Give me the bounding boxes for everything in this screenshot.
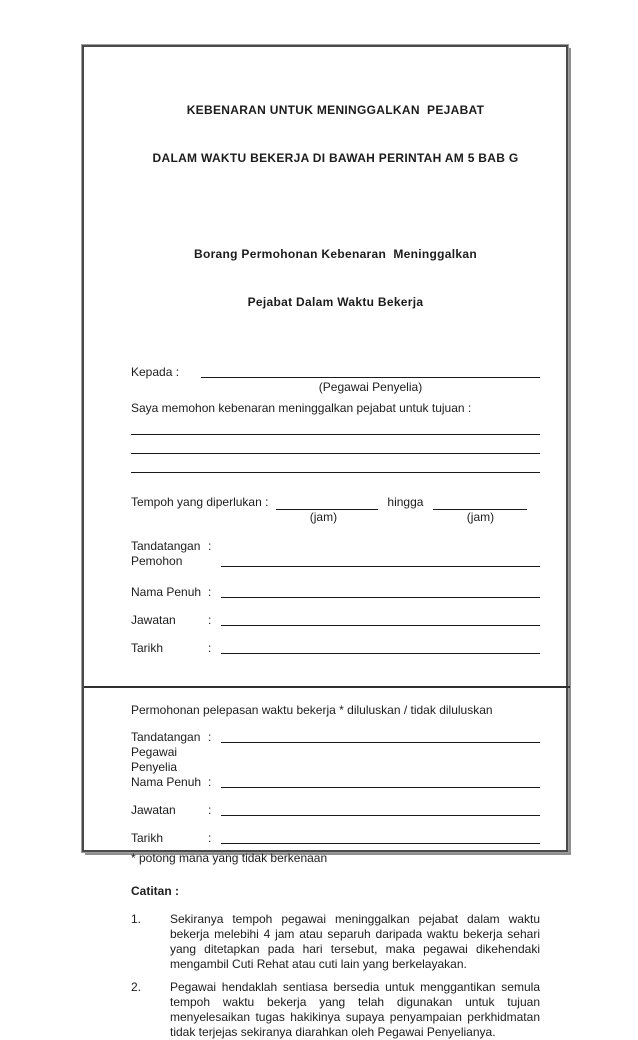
s1-jawatan-label: Jawatan [131,613,176,627]
purpose-fill-line-1 [131,416,540,435]
form-subtitle [131,214,540,342]
s2-tandatangan-field [131,730,540,774]
note-item-2 [131,980,540,1040]
note-2-number: 2. [131,980,142,994]
notes-heading: Catitan : [131,884,179,898]
s1-jawatan-colon: : [208,613,212,627]
s1-tandatangan-field [131,539,540,569]
s2-jawatan-field [131,803,540,818]
s1-tandatangan-sublabel: Pemohon [131,554,183,568]
form-title-line2: DALAM WAKTU BEKERJA DI BAWAH PERINTAH AM 5 BAB G [152,151,519,165]
s2-tarikh-label: Tarikh [131,831,164,845]
s2-tarikh-fill-line [221,843,540,844]
tempoh-from-fill-line [276,495,378,510]
s2-nama-fill-line [221,787,540,788]
s1-nama-label: Nama Penuh [131,585,202,599]
s1-nama-field [131,585,540,600]
s2-jawatan-colon: : [208,803,212,817]
hingga-label: hingga [387,495,424,509]
form-subtitle-line2: Pejabat Dalam Waktu Bekerja [247,295,424,309]
note-1-text: Sekiranya tempoh pegawai meninggalkan pejabat dalam waktu bekerja melebihi 4 jam atau separuh daripada waktu bekerja sehari yang ditetapkan pada hari tersebut, maka pegawai dikehendaki mengambil Cuti Rehat atau cuti lain yang berkelayakan. [170,912,540,971]
form-subtitle-line1: Borang Permohonan Kebenaran Meninggalkan [193,247,477,261]
form-title-line1: KEBENARAN UNTUK MENINGGALKAN PEJABAT [186,103,485,117]
purpose-label: Saya memohon kebenaran meninggalkan pejabat untuk tujuan : [131,401,472,415]
tempoh-field [131,495,540,525]
kepada-field [131,365,540,395]
s2-tandatangan-sublabel: Pegawai Penyelia [131,745,178,774]
s1-jawatan-fill-line [221,625,540,626]
note-2-text: Pegawai hendaklah sentiasa bersedia untuk menggantikan semula tempoh waktu bekerja yang telah digunakan untuk tujuan menyelesaikan tugas hakikinya supaya penyampaian perkhidmatan tidak terjejas sekiranya diarahkan oleh Pegawai Penyelianya. [170,980,540,1039]
s1-tarikh-colon: : [208,641,212,655]
kepada-caption: (Pegawai Penyelia) [318,380,423,394]
s2-heading: Permohonan pelepasan waktu bekerja * diluluskan / tidak diluluskan [131,703,493,717]
note-item-1 [131,912,540,972]
s1-jawatan-field [131,613,540,628]
s1-tandatangan-colon: : [208,539,212,553]
s2-tandatangan-fill-line [221,742,540,743]
note-1-number: 1. [131,912,142,926]
kepada-label: Kepada : [131,365,180,379]
tempoh-label: Tempoh yang diperlukan : [131,495,269,509]
form-box [82,45,568,1039]
s2-tandatangan-colon: : [208,730,212,744]
s1-tandatangan-fill-line [221,566,540,567]
s2-nama-label: Nama Penuh [131,775,202,789]
s2-tandatangan-label: Tandatangan [131,730,201,744]
s2-nama-field [131,775,540,790]
s1-nama-colon: : [208,585,212,599]
purpose-fill-line-2 [131,435,540,454]
tempoh-to [433,495,527,525]
s2-tarikh-field [131,831,540,846]
form-title [131,70,540,198]
s1-tarikh-field [131,641,540,656]
section-divider [84,686,570,688]
tempoh-to-jam-caption: (jam) [466,510,495,524]
s1-tarikh-label: Tarikh [131,641,164,655]
s1-nama-fill-line [221,597,540,598]
tempoh-from [268,495,378,525]
strike-out-footnote: * potong mana yang tidak berkenaan [131,851,328,865]
kepada-fill-line [201,365,540,378]
purpose-fill-line-3 [131,454,540,473]
s1-tandatangan-label: Tandatangan [131,539,201,553]
tempoh-to-fill-line [433,495,527,510]
purpose-write-lines [131,416,540,473]
s2-jawatan-fill-line [221,815,540,816]
s2-tarikh-colon: : [208,831,212,845]
s2-jawatan-label: Jawatan [131,803,176,817]
s2-nama-colon: : [208,775,212,789]
s1-tarikh-fill-line [221,653,540,654]
tempoh-from-jam-caption: (jam) [309,510,338,524]
